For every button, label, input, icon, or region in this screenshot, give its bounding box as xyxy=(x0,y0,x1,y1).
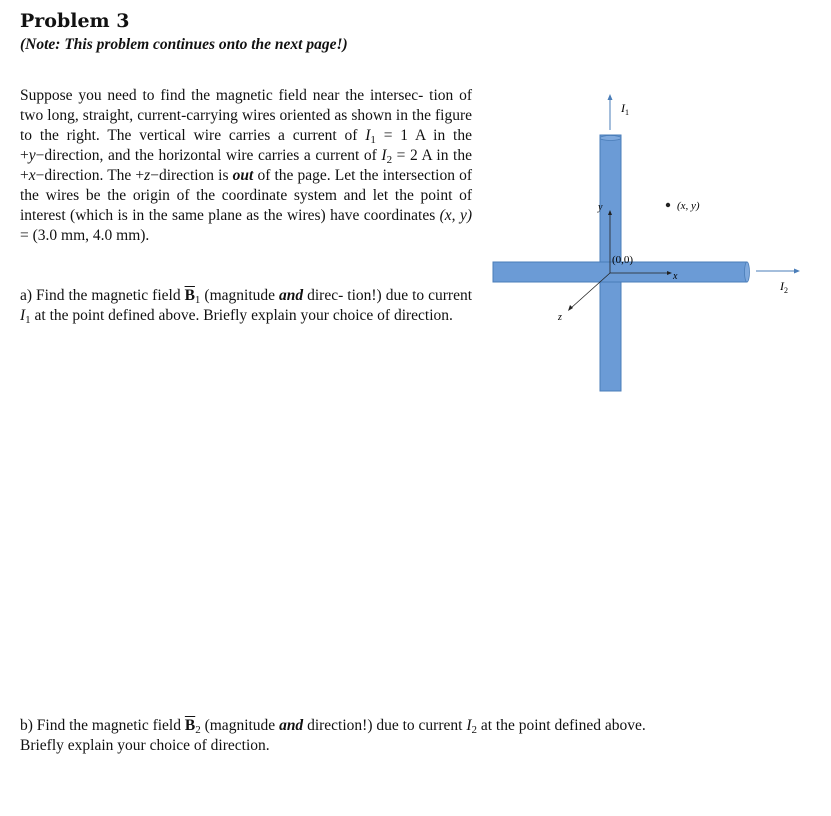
label-origin: (0,0) xyxy=(612,254,634,266)
label-z: z xyxy=(558,312,562,323)
vertical-wire-top xyxy=(600,136,621,141)
wires-diagram xyxy=(480,85,820,405)
label-y: y xyxy=(598,202,603,213)
label-x: x xyxy=(673,271,678,282)
label-point: (x, y) xyxy=(677,200,700,212)
part-b-question: b) Find the magnetic field $\overline{B}_2$ (magnitude and direction!) due to current $I_2$ at the point defined above. Briefly explain your choice of direction. xyxy=(20,717,646,754)
intro-paragraph: Suppose you need to find the magnetic field near the intersec- tion of two long, straight, current-carrying wires oriented as shown in the figure to the right. The vertical wire carries a current of $I_1 = 1$ A in the +y−direction, and the horizontal wire carries a current of $I_2 = 2$ A in the +x−direction. The +z−direction is out of the page. Let the intersection of the wires be the origin of the coordinate system and let the point of interest (which is in the same plane as the wires) have coordinates (x, y) = (3.0 mm, 4.0 mm). xyxy=(20,87,473,244)
point-of-interest xyxy=(666,203,670,207)
current-i1-arrowhead xyxy=(608,94,613,100)
horizontal-wire-end xyxy=(745,262,750,282)
z-axis-arrowhead xyxy=(568,305,573,311)
current-i2-arrowhead xyxy=(794,269,800,274)
problem-note: (Note: This problem continues onto the next page!) xyxy=(20,36,348,53)
label-i1: $I_1$ xyxy=(621,101,629,117)
wires-figure xyxy=(480,85,820,405)
part-a-question: a) Find the magnetic field $\overline{B}_1$ (magnitude and direc- tion!) due to current $I_1$ at the point defined above. Briefly explain your choice of direction. xyxy=(20,287,473,326)
problem-title: Problem 3 xyxy=(20,10,130,32)
label-i2: $I_2$ xyxy=(780,279,788,295)
